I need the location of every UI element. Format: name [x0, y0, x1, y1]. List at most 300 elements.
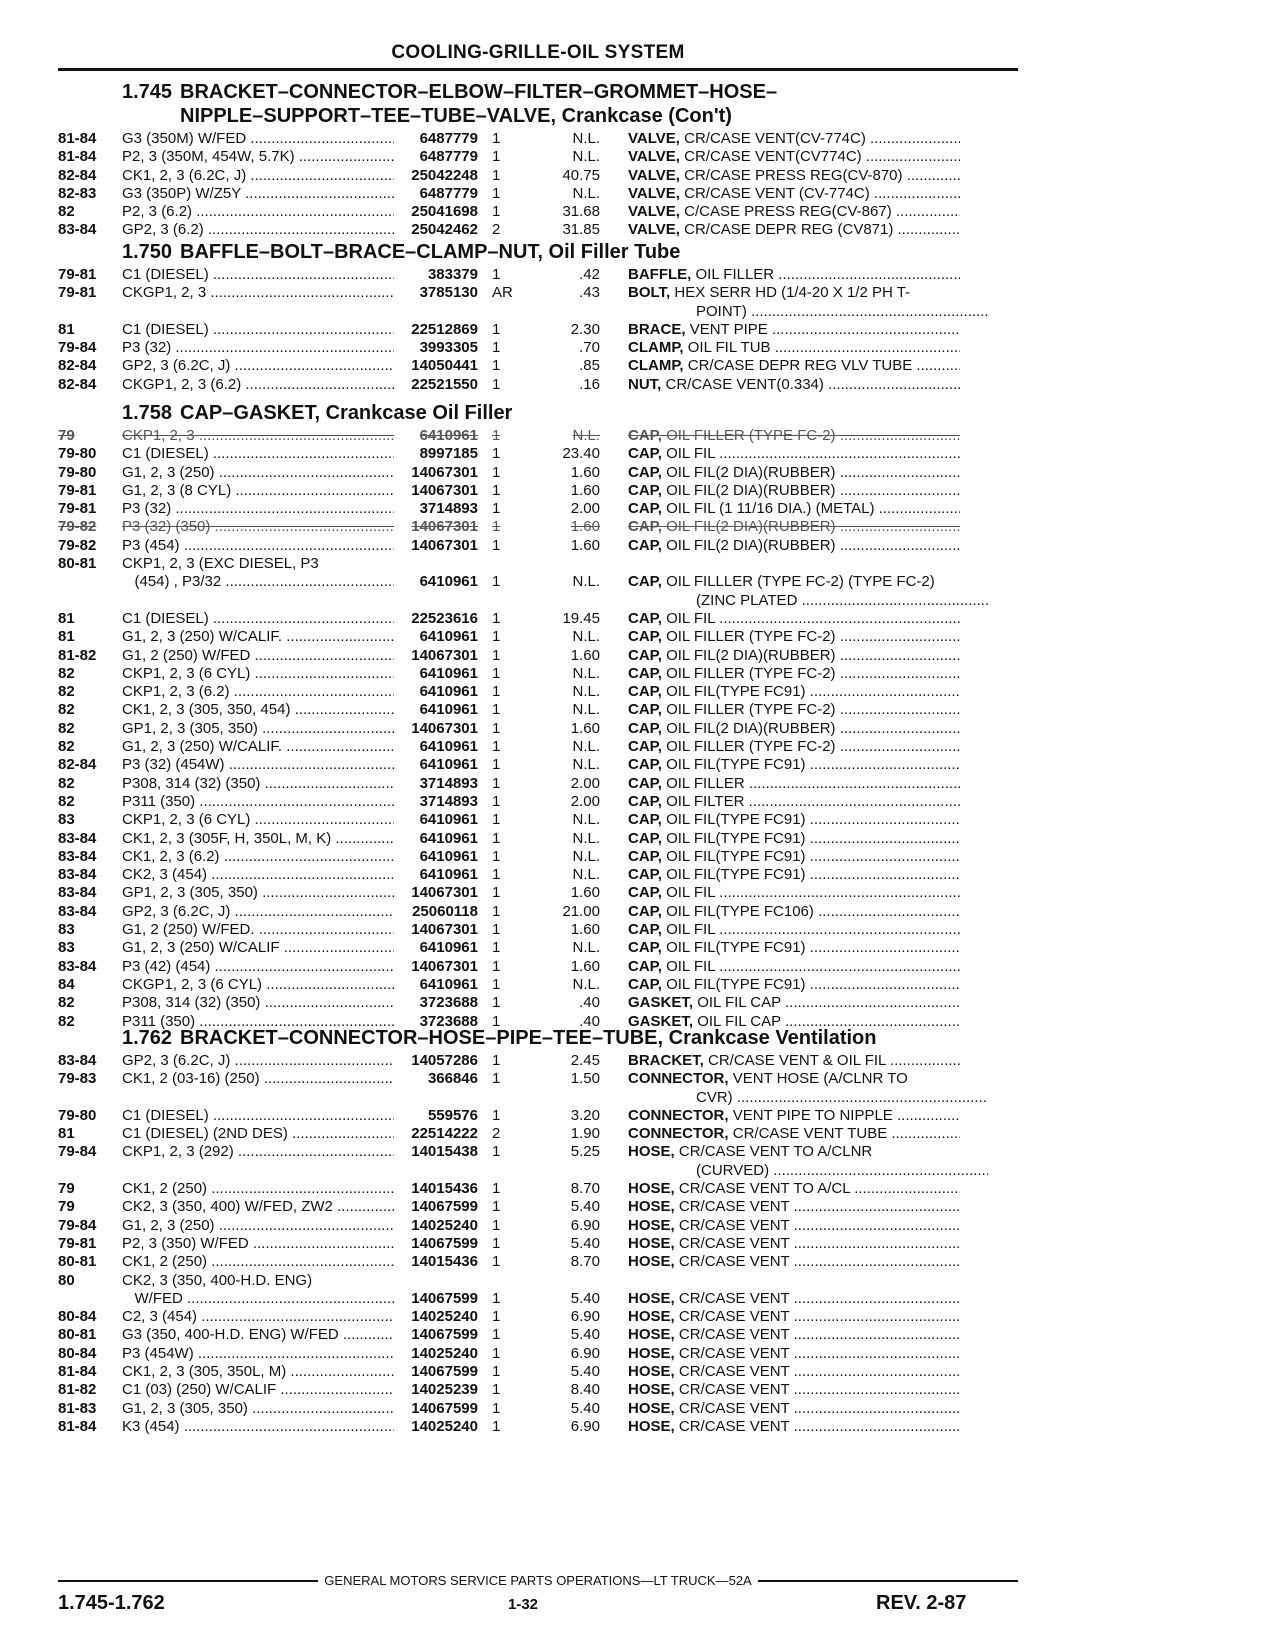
leader-dots [781, 994, 960, 1011]
parts-row [58, 811, 1018, 829]
leader-dots [258, 720, 394, 737]
part-description [600, 976, 960, 994]
model-text: CK2, 3 (350, 400) W/FED, ZW2 [122, 1198, 333, 1216]
model-years: 83-84 [58, 884, 97, 902]
parts-row [58, 1107, 1018, 1125]
leader-dots [230, 357, 394, 374]
price: N.L. [572, 664, 600, 682]
parts-row [58, 1345, 1018, 1363]
part-number: 14067301 [411, 646, 478, 664]
model-application [122, 130, 394, 148]
quantity: 1 [492, 975, 501, 993]
leader-dots [836, 482, 960, 499]
quantity: 1 [492, 902, 501, 920]
row-spacer [58, 592, 628, 610]
price: 1.60 [570, 719, 600, 737]
quantity: 1 [492, 1344, 501, 1362]
section-number: 1.762 [122, 1027, 173, 1049]
model-application [122, 1272, 394, 1290]
price: 6.90 [570, 1308, 600, 1326]
description-text: OIL FIL(TYPE FC91) [666, 683, 806, 701]
part-description [600, 573, 960, 591]
leader-dots [282, 738, 394, 755]
part-name: CAP, [628, 866, 662, 884]
part-description [600, 793, 960, 811]
quantity: 1 [492, 1106, 501, 1124]
price: .40 [579, 994, 600, 1012]
description-text: OIL FIL [666, 884, 715, 902]
leader-dots [887, 1125, 960, 1142]
part-number: 14067599 [411, 1234, 478, 1252]
row-spacer [58, 303, 628, 321]
description-text: OIL FIL(TYPE FC91) [666, 847, 806, 865]
parts-row [58, 167, 1018, 185]
model-years: 80-84 [58, 1308, 97, 1326]
part-description [600, 1290, 960, 1308]
model-text: G1, 2, 3 (305, 350) [122, 1399, 248, 1417]
quantity: 1 [492, 866, 501, 884]
part-description [600, 1125, 960, 1143]
description-text: OIL FIL(2 DIA)(RUBBER) [666, 536, 836, 554]
part-name: CAP, [628, 738, 662, 756]
part-description [600, 1070, 960, 1088]
quantity: 1 [492, 1253, 501, 1271]
leader-dots [862, 148, 960, 165]
model-text: GP1, 2, 3 (305, 350) [122, 719, 258, 737]
quantity: 1 [492, 811, 501, 829]
parts-row [58, 221, 1018, 239]
parts-row [58, 518, 1018, 536]
description-text: CR/CASE VENT [678, 1381, 790, 1399]
model-years: 82 [58, 701, 75, 719]
quantity: 1 [492, 1070, 501, 1088]
model-years: 82-84 [58, 357, 97, 375]
quantity: 1 [492, 628, 501, 646]
model-application [122, 1290, 394, 1308]
part-number: 383379 [427, 266, 478, 283]
price: 8.40 [570, 1381, 600, 1399]
leader-dots [836, 665, 960, 682]
leader-dots [715, 445, 960, 462]
part-number: 25041698 [411, 203, 478, 221]
model-application [122, 720, 394, 738]
part-number: 6410961 [419, 738, 478, 756]
model-text: CKGP1, 2, 3 [122, 284, 207, 302]
model-application [122, 775, 394, 793]
part-name: CAP, [628, 975, 662, 993]
model-years: 79-80 [58, 463, 97, 481]
model-application [122, 1107, 394, 1125]
model-application [122, 357, 394, 375]
model-text: CKGP1, 2, 3 (6.2) [122, 375, 242, 393]
part-description [600, 130, 960, 148]
footer-rule-right [758, 1580, 1018, 1582]
part-number [394, 555, 478, 573]
model-text: P3 (32) (350) [122, 518, 211, 536]
part-number: 14067599 [411, 1289, 478, 1307]
model-text: P311 (350) [122, 792, 196, 810]
description-text-2: CVR) [696, 1088, 733, 1106]
leader-dots [814, 903, 960, 920]
price: 6.90 [570, 1216, 600, 1234]
leader-dots [789, 1308, 960, 1325]
price: N.L. [572, 683, 600, 701]
part-description [600, 665, 960, 683]
part-description [600, 500, 960, 518]
quantity: 1 [492, 921, 501, 939]
parts-row [58, 1198, 1018, 1216]
leader-dots [207, 1180, 394, 1197]
price: 1.60 [570, 921, 600, 939]
price: 1.60 [570, 957, 600, 975]
description-text: OIL FILLLER (TYPE FC-2) (TYPE FC-2) [666, 573, 935, 591]
part-description [600, 1345, 960, 1363]
part-description [600, 610, 960, 628]
model-years: 79-82 [58, 518, 97, 536]
model-text: G1, 2, 3 (8 CYL) [122, 481, 232, 499]
parts-row [58, 1272, 1018, 1290]
part-description [600, 701, 960, 719]
price: 1.60 [570, 463, 600, 481]
part-number: 25042462 [411, 221, 478, 239]
model-text: C1 (DIESEL) [122, 320, 209, 338]
leader-dots [715, 958, 960, 975]
model-application [122, 1418, 394, 1436]
part-name: BOLT, [628, 284, 671, 302]
part-name: CAP, [628, 811, 662, 829]
price: 23.40 [562, 445, 600, 463]
model-years: 79-82 [58, 536, 97, 554]
price: 1.90 [570, 1125, 600, 1143]
quantity: 1 [492, 339, 501, 357]
quantity: 1 [492, 184, 501, 202]
description-text: OIL FIL(2 DIA)(RUBBER) [666, 646, 836, 664]
model-years: 81 [58, 628, 75, 646]
parts-row [58, 1418, 1018, 1436]
part-number: 6410961 [419, 683, 478, 701]
leader-dots [874, 500, 960, 517]
model-application [122, 1345, 394, 1363]
model-years: 83-84 [58, 847, 97, 865]
parts-row [58, 958, 1018, 976]
quantity: 1 [492, 609, 501, 627]
parts-row-continuation [58, 1089, 1018, 1107]
leader-dots [215, 464, 394, 481]
leader-dots [246, 130, 394, 147]
leader-dots [836, 628, 960, 645]
parts-row [58, 1217, 1018, 1235]
part-description [600, 185, 960, 203]
price: 1.60 [570, 518, 600, 536]
part-name: VALVE, [628, 203, 680, 221]
leader-dots [286, 1363, 394, 1380]
parts-row [58, 793, 1018, 811]
price: N.L. [572, 701, 600, 719]
model-text: P311 (350) [122, 1012, 196, 1030]
price: N.L. [572, 184, 600, 202]
section-number [58, 106, 180, 127]
part-name: HOSE, [628, 1326, 675, 1344]
price: 19.45 [562, 609, 600, 627]
part-name: CAP, [628, 481, 662, 499]
part-name: HOSE, [628, 1216, 675, 1234]
part-description [600, 518, 960, 536]
leader-dots [715, 884, 960, 901]
part-description [600, 1381, 960, 1399]
part-number: 6410961 [419, 975, 478, 993]
model-application [122, 203, 394, 221]
parts-row [58, 665, 1018, 683]
part-name: CAP, [628, 646, 662, 664]
price: N.L. [572, 573, 600, 591]
page-title: COOLING-GRILLE-OIL SYSTEM [391, 42, 685, 63]
price: 5.25 [570, 1143, 600, 1161]
quantity: 1 [492, 357, 501, 375]
model-text: GP2, 3 (6.2C, J) [122, 1052, 231, 1069]
parts-row [58, 738, 1018, 756]
model-years: 80-81 [58, 555, 97, 573]
description-text: OIL FIL(2 DIA)(RUBBER) [666, 481, 836, 499]
leader-dots [290, 701, 394, 718]
model-years: 83-84 [58, 221, 97, 239]
part-description [600, 1143, 960, 1161]
price: 8.70 [570, 1253, 600, 1271]
parts-row [58, 848, 1018, 866]
part-description [600, 1400, 960, 1418]
leader-dots [288, 1125, 394, 1142]
leader-dots [195, 793, 394, 810]
part-name: VALVE, [628, 148, 680, 166]
model-years [58, 573, 122, 591]
quantity: 1 [492, 320, 501, 338]
part-name: HOSE, [628, 1253, 675, 1271]
model-text: G1, 2, 3 (250) W/CALIF. [122, 738, 283, 756]
footer-revision: REV. 2-87 [876, 1592, 967, 1614]
parts-row [58, 628, 1018, 646]
model-application [122, 221, 394, 239]
part-description-continuation [628, 592, 988, 610]
price: N.L. [572, 939, 600, 957]
part-name: CAP, [628, 573, 662, 591]
description-text: OIL FIL [666, 609, 715, 627]
leader-dots [194, 1345, 394, 1362]
price: .85 [579, 357, 600, 375]
price: 3.20 [570, 1106, 600, 1124]
leader-dots [260, 775, 394, 792]
parts-row [58, 1400, 1018, 1418]
leader-dots [183, 1290, 394, 1307]
description-text: OIL FIL(2 DIA)(RUBBER) [666, 719, 836, 737]
description-text: OIL FILLER (TYPE FC-2) [666, 427, 836, 444]
quantity: 1 [492, 1363, 501, 1381]
parts-row [58, 939, 1018, 957]
parts-row [58, 1125, 1018, 1143]
description-text: VENT HOSE (A/CLNR TO [732, 1070, 908, 1088]
description-text: CR/CASE VENT [678, 1216, 790, 1234]
parts-row [58, 756, 1018, 774]
leader-dots [893, 1107, 960, 1124]
footer-rule-left [58, 1580, 318, 1582]
leader-dots [771, 339, 960, 356]
model-years: 83-84 [58, 902, 97, 920]
model-years: 81-84 [58, 148, 97, 166]
part-number: 14067301 [411, 481, 478, 499]
part-number: 3714893 [419, 792, 478, 810]
price: 5.40 [570, 1363, 600, 1381]
parts-row [58, 203, 1018, 221]
section-1-762 [58, 1028, 1018, 1436]
price: 2.00 [570, 792, 600, 810]
part-description [600, 756, 960, 774]
part-description [600, 266, 960, 284]
model-text: C1 (DIESEL) [122, 445, 209, 463]
parts-row [58, 830, 1018, 848]
part-description [600, 427, 960, 445]
parts-row [58, 284, 1018, 302]
part-description [600, 775, 960, 793]
leader-dots [250, 647, 394, 664]
price: .42 [579, 266, 600, 283]
part-number: 22512869 [411, 320, 478, 338]
leader-dots [789, 1217, 960, 1234]
part-description [600, 1198, 960, 1216]
part-description [600, 958, 960, 976]
price: 1.60 [570, 536, 600, 554]
leader-dots [886, 1052, 960, 1069]
model-years: 81-84 [58, 130, 97, 147]
part-description [600, 921, 960, 939]
model-years: 82-84 [58, 166, 97, 184]
model-years: 80 [58, 1271, 75, 1289]
model-text: C2, 3 (454) [122, 1308, 198, 1326]
model-application [122, 1217, 394, 1235]
leader-dots [806, 939, 960, 956]
part-name: VALVE, [628, 221, 680, 239]
model-years: 81-84 [58, 1417, 97, 1435]
price: 2.00 [570, 500, 600, 518]
quantity: 1 [492, 518, 501, 536]
model-application [122, 500, 394, 518]
part-name: VALVE, [628, 130, 680, 147]
part-number: 14015436 [411, 1253, 478, 1271]
part-name: BAFFLE, [628, 266, 692, 283]
parts-row [58, 683, 1018, 701]
description-text: OIL FIL CAP [697, 994, 781, 1012]
description-text: CR/CASE VENT [678, 1344, 790, 1362]
model-application [122, 1381, 394, 1399]
leader-dots [171, 339, 394, 356]
part-number: 14025239 [411, 1381, 478, 1399]
model-text: G3 (350M) W/FED [122, 130, 247, 147]
model-text: GP1, 2, 3 (305, 350) [122, 884, 258, 902]
quantity: 2 [492, 1125, 501, 1143]
model-application [122, 573, 394, 591]
part-name: CAP, [628, 957, 662, 975]
leader-dots [836, 427, 960, 444]
model-years: 83 [58, 921, 75, 939]
model-text: P3 (32) (454W) [122, 756, 225, 774]
part-name: VALVE, [628, 184, 680, 202]
model-text: CK2, 3 (454) [122, 866, 208, 884]
part-number: 14025240 [411, 1417, 478, 1435]
description-text: OIL FILLER [695, 266, 775, 283]
parts-row [58, 884, 1018, 902]
leader-dots [789, 1253, 960, 1270]
model-text: C1 (DIESEL) [122, 1106, 209, 1124]
model-text: G1, 2, 3 (250) [122, 463, 215, 481]
model-years: 82 [58, 774, 75, 792]
description-text: CR/CASE VENT TUBE [732, 1125, 888, 1143]
part-description [600, 445, 960, 463]
section-title: CAP–GASKET, Crankcase Oil Filler [180, 402, 513, 424]
quantity: 1 [492, 719, 501, 737]
leader-dots [339, 1326, 394, 1343]
part-number: 14067301 [411, 719, 478, 737]
model-application [122, 701, 394, 719]
price: .16 [579, 375, 600, 393]
part-name: CAP, [628, 719, 662, 737]
part-number: 6410961 [419, 628, 478, 646]
parts-row [58, 921, 1018, 939]
part-description [600, 848, 960, 866]
leader-dots [230, 683, 394, 700]
parts-row [58, 445, 1018, 463]
model-years: 79-81 [58, 266, 97, 283]
model-text: C1 (DIESEL) [122, 266, 209, 283]
model-text: (454) , P3/32 [122, 573, 222, 591]
price: 6.90 [570, 1344, 600, 1362]
leader-dots [903, 167, 960, 184]
description-text: OIL FILTER [666, 792, 745, 810]
leader-dots [246, 167, 394, 184]
model-years: 82 [58, 664, 75, 682]
price: 31.85 [562, 221, 600, 239]
model-text: CKP1, 2, 3 (6 CYL) [122, 664, 251, 682]
description-text: OIL FIL(TYPE FC91) [666, 975, 806, 993]
leader-dots [276, 1381, 394, 1398]
quantity: 1 [492, 1143, 501, 1161]
leader-dots [225, 756, 394, 773]
part-description [600, 1272, 960, 1290]
part-number: 6487779 [419, 130, 478, 147]
footer-page-number: 1-32 [508, 1596, 539, 1613]
description-text: CR/CASE DEPR REG VLV TUBE [687, 357, 913, 375]
description-text: C/CASE PRESS REG(CV-867) [684, 203, 892, 221]
description-text: CR/CASE VENT TO A/CL [678, 1180, 851, 1198]
model-text: CKP1, 2, 3 (292) [122, 1143, 234, 1161]
leader-dots [744, 793, 960, 810]
quantity: 1 [492, 266, 501, 283]
leader-dots [234, 1143, 394, 1160]
part-name: HOSE, [628, 1180, 675, 1198]
leader-dots [715, 610, 960, 627]
part-description [600, 376, 960, 394]
model-years: 83 [58, 811, 75, 829]
leader-dots [866, 130, 960, 147]
quantity: 1 [492, 957, 501, 975]
part-description [600, 994, 960, 1012]
parts-row [58, 701, 1018, 719]
part-description [600, 1363, 960, 1381]
quantity: AR [492, 284, 513, 302]
model-text: K3 (454) [122, 1417, 180, 1435]
model-text: CK1, 2, 3 (305, 350L, M) [122, 1363, 287, 1381]
part-number: 6410961 [419, 664, 478, 682]
part-name: CAP, [628, 518, 662, 536]
leader-dots [221, 573, 394, 590]
part-number: 14057286 [411, 1052, 478, 1069]
part-description [600, 1418, 960, 1436]
